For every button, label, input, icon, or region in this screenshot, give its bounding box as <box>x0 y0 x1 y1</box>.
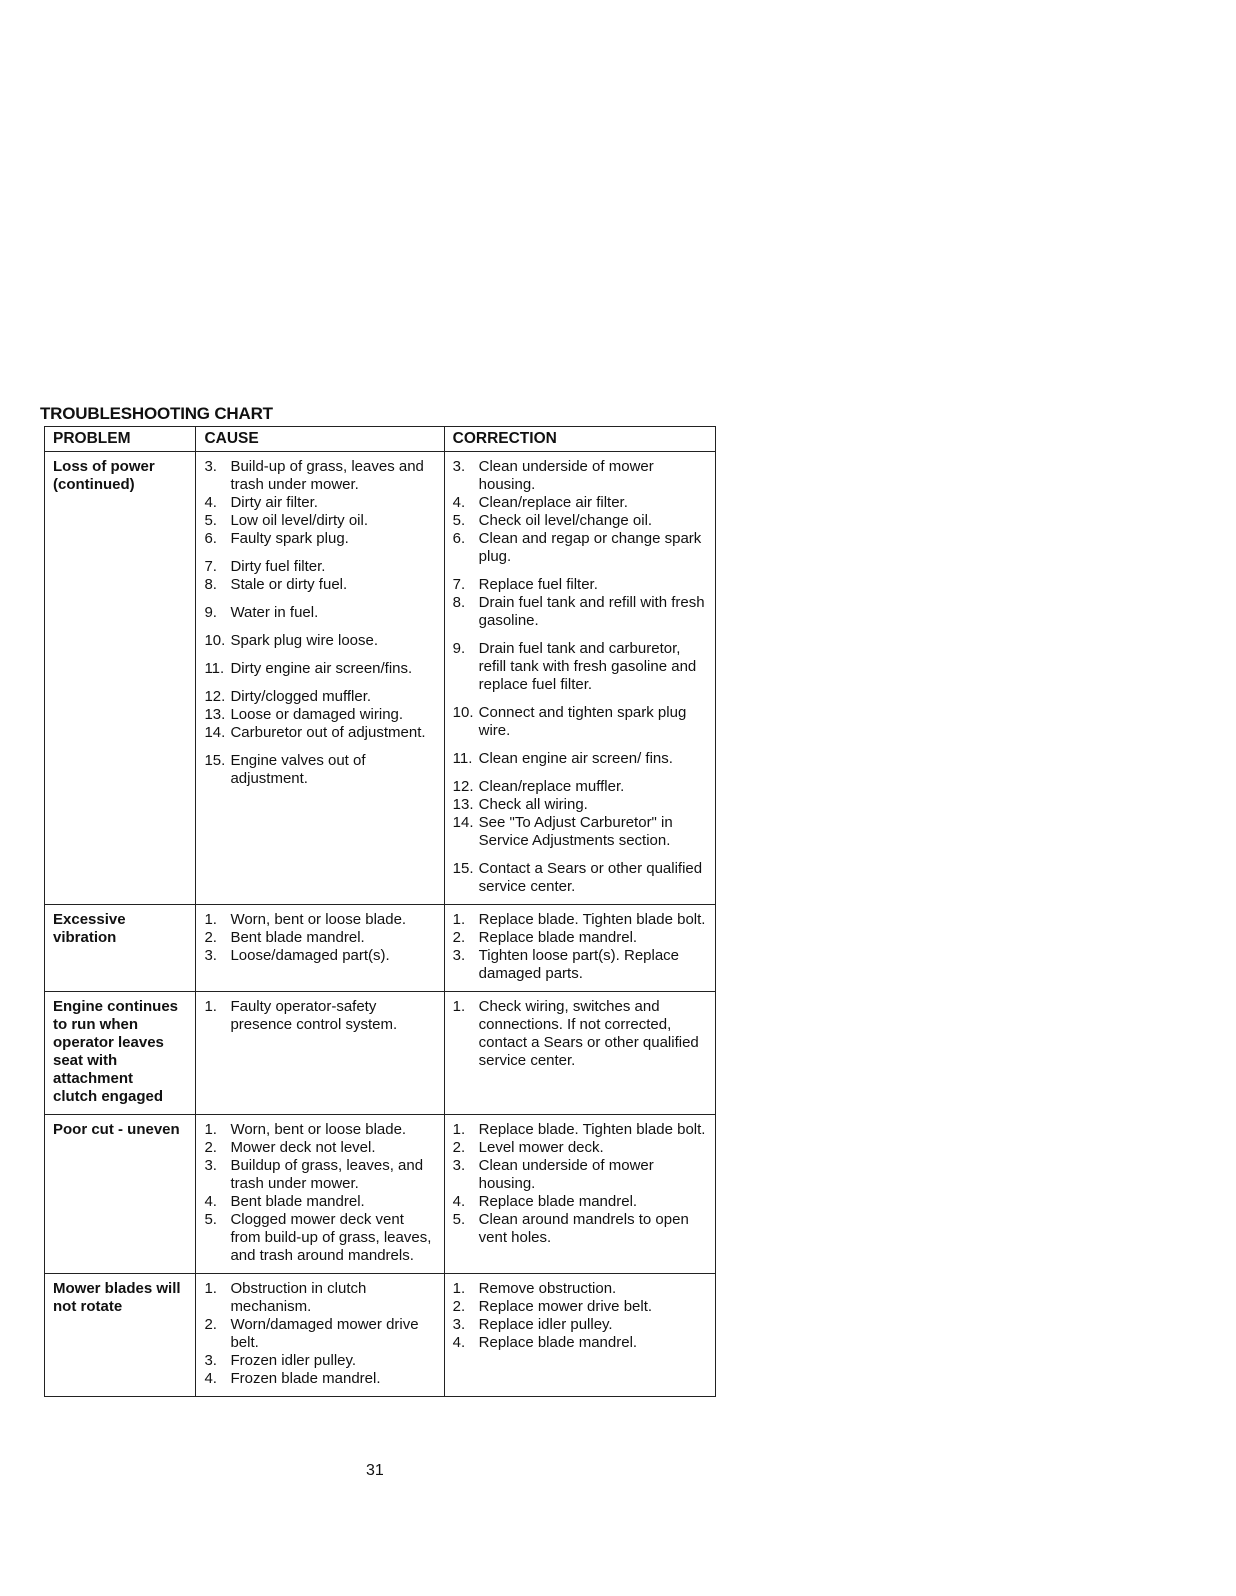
cause-item-number: 10. <box>204 632 226 649</box>
correction-item-text: Clean around mandrels to open vent holes. <box>478 1211 689 1246</box>
correction-item <box>453 1316 709 1334</box>
page-number: 31 <box>366 1462 384 1479</box>
cause-item <box>204 947 437 965</box>
problem-cell <box>45 1274 196 1397</box>
correction-item-number: 11. <box>452 750 473 767</box>
cause-item-text: Low oil level/dirty oil. <box>230 512 368 529</box>
problem-label: Loss of power (continued) <box>53 458 155 493</box>
correction-item-text: Check all wiring. <box>478 796 588 813</box>
cause-item-number: 5. <box>204 512 217 529</box>
correction-item-text: Replace blade mandrel. <box>478 929 638 946</box>
correction-item <box>453 998 709 1070</box>
header-cause: CAUSE <box>196 427 444 452</box>
correction-cell <box>444 1115 715 1274</box>
correction-item <box>453 911 709 929</box>
problem-cell <box>45 452 196 905</box>
table-row <box>45 452 716 905</box>
correction-item <box>453 576 709 594</box>
cause-item <box>204 1193 437 1211</box>
cause-item <box>204 632 437 650</box>
correction-item-text: Replace blade. Tighten blade bolt. <box>478 1121 706 1138</box>
correction-item <box>453 512 709 530</box>
correction-item <box>453 796 709 814</box>
table-row <box>45 1115 716 1274</box>
correction-item-text: Contact a Sears or other qualified service center. <box>478 860 703 895</box>
cause-item <box>204 1352 437 1370</box>
cause-item <box>204 494 437 512</box>
cause-item-text: Bent blade mandrel. <box>230 929 365 946</box>
cause-item-number: 3. <box>204 1352 217 1369</box>
cause-item <box>204 576 437 594</box>
cause-item-text: Loose/damaged part(s). <box>230 947 390 964</box>
correction-item <box>453 947 709 983</box>
cause-cell <box>196 905 444 992</box>
troubleshooting-table <box>44 426 716 1397</box>
cause-item-text: Water in fuel. <box>230 604 319 621</box>
cause-item-text: Dirty air filter. <box>230 494 318 511</box>
correction-item <box>453 814 709 850</box>
correction-item <box>453 1121 709 1139</box>
correction-item-number: 1. <box>452 1121 466 1138</box>
correction-item <box>453 1139 709 1157</box>
cause-item <box>204 752 437 788</box>
correction-item-text: Clean and regap or change spark plug. <box>478 530 702 565</box>
correction-item-text: Check wiring, switches and connections. If not corrected, contact a Sears or other qualified service center. <box>478 998 699 1069</box>
cause-item-number: 2. <box>204 1139 217 1156</box>
cause-item-text: Stale or dirty fuel. <box>230 576 348 593</box>
correction-item-text: Level mower deck. <box>478 1139 604 1156</box>
cause-item-number: 2. <box>204 929 217 946</box>
correction-item-number: 4. <box>452 1334 466 1351</box>
cause-item-number: 3. <box>204 947 217 964</box>
cause-item <box>204 1280 437 1316</box>
problem-label: Engine continues to run when operator leaves seat with attachment clutch engaged <box>53 998 179 1105</box>
cause-cell <box>196 1115 444 1274</box>
correction-item-number: 4. <box>452 494 466 511</box>
cause-item <box>204 1139 437 1157</box>
cause-item-number: 3. <box>204 458 217 475</box>
correction-item-number: 2. <box>452 1298 466 1315</box>
problem-label: Poor cut - uneven <box>53 1121 180 1138</box>
cause-item-number: 8. <box>204 576 217 593</box>
cause-item <box>204 1370 437 1388</box>
cause-cell <box>196 992 444 1115</box>
correction-item-number: 12. <box>452 778 474 795</box>
cause-item-text: Frozen blade mandrel. <box>230 1370 381 1387</box>
cause-item-number: 4. <box>204 1193 217 1210</box>
cause-item-number: 5. <box>204 1211 217 1228</box>
cause-item <box>204 688 437 706</box>
correction-item <box>453 750 709 768</box>
header-row <box>45 427 716 452</box>
cause-item-text: Spark plug wire loose. <box>230 632 379 649</box>
correction-item <box>453 1193 709 1211</box>
correction-item <box>453 704 709 740</box>
correction-item-number: 3. <box>452 947 466 964</box>
cause-item-number: 4. <box>204 1370 217 1387</box>
correction-cell <box>444 452 715 905</box>
cause-item-number: 1. <box>204 1121 217 1138</box>
cause-item-text: Worn, bent or loose blade. <box>230 1121 407 1138</box>
cause-item <box>204 1121 437 1139</box>
cause-item-text: Carburetor out of adjustment. <box>230 724 426 741</box>
correction-item <box>453 530 709 566</box>
cause-item-number: 14. <box>204 724 226 741</box>
correction-item-number: 5. <box>452 512 466 529</box>
correction-item <box>453 1298 709 1316</box>
correction-item-number: 2. <box>452 1139 466 1156</box>
cause-item <box>204 1157 437 1193</box>
header-correction: CORRECTION <box>444 427 715 452</box>
correction-item <box>453 1334 709 1352</box>
correction-item-text: Connect and tighten spark plug wire. <box>478 704 687 739</box>
problem-cell <box>45 905 196 992</box>
correction-item <box>453 640 709 694</box>
correction-item-text: See "To Adjust Carburetor" in Service Adjustments section. <box>478 814 673 849</box>
cause-item <box>204 929 437 947</box>
correction-item <box>453 1157 709 1193</box>
cause-item-text: Dirty/clogged muffler. <box>230 688 372 705</box>
cause-item-text: Frozen idler pulley. <box>230 1352 357 1369</box>
cause-item-number: 6. <box>204 530 217 547</box>
correction-item-text: Clean underside of mower housing. <box>478 1157 654 1192</box>
table-row <box>45 1274 716 1397</box>
correction-item-number: 7. <box>452 576 466 593</box>
correction-item-text: Replace blade. Tighten blade bolt. <box>478 911 706 928</box>
cause-item <box>204 911 437 929</box>
problem-cell <box>45 992 196 1115</box>
cause-item-number: 15. <box>204 752 226 769</box>
correction-item-text: Tighten loose part(s). Replace damaged parts. <box>478 947 680 982</box>
cause-item <box>204 558 437 576</box>
cause-item-text: Build-up of grass, leaves and trash under mower. <box>230 458 424 493</box>
cause-item-text: Worn, bent or loose blade. <box>230 911 407 928</box>
problem-label: Excessive vibration <box>53 911 126 946</box>
cause-item-text: Dirty engine air screen/fins. <box>230 660 413 677</box>
cause-item-number: 12. <box>204 688 226 705</box>
cause-item-text: Engine valves out of adjustment. <box>230 752 366 787</box>
correction-item-number: 6. <box>452 530 466 547</box>
correction-item-number: 5. <box>452 1211 466 1228</box>
correction-item-number: 4. <box>452 1193 466 1210</box>
problem-cell <box>45 1115 196 1274</box>
correction-item-number: 15. <box>452 860 474 877</box>
correction-item <box>453 1280 709 1298</box>
correction-cell <box>444 905 715 992</box>
cause-item-number: 3. <box>204 1157 217 1174</box>
correction-item <box>453 860 709 896</box>
cause-item-number: 9. <box>204 604 217 621</box>
table-body <box>45 452 716 1397</box>
problem-label: Mower blades will not rotate <box>53 1280 181 1315</box>
cause-item-text: Bent blade mandrel. <box>230 1193 365 1210</box>
cause-item-number: 4. <box>204 494 217 511</box>
cause-item-text: Loose or damaged wiring. <box>230 706 404 723</box>
cause-item <box>204 998 437 1034</box>
cause-item <box>204 724 437 742</box>
correction-item-text: Replace blade mandrel. <box>478 1334 638 1351</box>
correction-item-text: Replace fuel filter. <box>478 576 598 593</box>
cause-item-text: Obstruction in clutch mechanism. <box>230 1280 367 1315</box>
cause-item <box>204 458 437 494</box>
correction-item-text: Clean/replace air filter. <box>478 494 628 511</box>
correction-item-number: 8. <box>452 594 466 611</box>
correction-item-number: 3. <box>452 458 466 475</box>
cause-item <box>204 530 437 548</box>
cause-item-text: Faulty spark plug. <box>230 530 349 547</box>
cause-item <box>204 660 437 678</box>
correction-item-text: Clean underside of mower housing. <box>478 458 654 493</box>
correction-item <box>453 458 709 494</box>
cause-item-number: 1. <box>204 911 217 928</box>
cause-item-text: Dirty fuel filter. <box>230 558 326 575</box>
correction-item <box>453 929 709 947</box>
cause-item-text: Clogged mower deck vent from build-up of grass, leaves, and trash around mandrels. <box>230 1211 432 1264</box>
table-row <box>45 992 716 1115</box>
cause-item-number: 1. <box>204 1280 217 1297</box>
cause-item-number: 2. <box>204 1316 217 1333</box>
correction-item-number: 3. <box>452 1157 466 1174</box>
correction-item <box>453 1211 709 1247</box>
correction-item <box>453 594 709 630</box>
cause-cell <box>196 1274 444 1397</box>
cause-item-text: Worn/damaged mower drive belt. <box>230 1316 419 1351</box>
correction-item-number: 14. <box>452 814 474 831</box>
correction-item-number: 2. <box>452 929 466 946</box>
correction-item-text: Replace blade mandrel. <box>478 1193 638 1210</box>
correction-item-number: 3. <box>452 1316 466 1333</box>
cause-cell <box>196 452 444 905</box>
correction-item-number: 9. <box>452 640 466 657</box>
cause-item <box>204 512 437 530</box>
correction-cell <box>444 992 715 1115</box>
correction-item-text: Remove obstruction. <box>478 1280 617 1297</box>
correction-cell <box>444 1274 715 1397</box>
header-problem: PROBLEM <box>45 427 196 452</box>
chart-title: TROUBLESHOOTING CHART <box>40 404 273 423</box>
cause-item <box>204 604 437 622</box>
correction-item-text: Drain fuel tank and carburetor, refill tank with fresh gasoline and replace fuel filter. <box>478 640 697 693</box>
correction-item-number: 1. <box>452 911 466 928</box>
correction-item <box>453 778 709 796</box>
correction-item-text: Clean engine air screen/ fins. <box>478 750 673 767</box>
correction-item-text: Replace idler pulley. <box>478 1316 613 1333</box>
correction-item-number: 13. <box>452 796 474 813</box>
correction-item-number: 10. <box>452 704 474 721</box>
correction-item-text: Replace mower drive belt. <box>478 1298 653 1315</box>
correction-item-number: 1. <box>452 998 466 1015</box>
correction-item-text: Check oil level/change oil. <box>478 512 653 529</box>
cause-item-number: 1. <box>204 998 217 1015</box>
correction-item <box>453 494 709 512</box>
cause-item <box>204 1316 437 1352</box>
cause-item-number: 11. <box>204 660 225 677</box>
correction-item-text: Drain fuel tank and refill with fresh gasoline. <box>478 594 705 629</box>
cause-item-number: 13. <box>204 706 226 723</box>
table-row <box>45 905 716 992</box>
cause-item-number: 7. <box>204 558 217 575</box>
correction-item-number: 1. <box>452 1280 466 1297</box>
cause-item-text: Faulty operator-safety presence control system. <box>230 998 398 1033</box>
correction-item-text: Clean/replace muffler. <box>478 778 625 795</box>
cause-item-text: Buildup of grass, leaves, and trash under mower. <box>230 1157 424 1192</box>
cause-item <box>204 1211 437 1265</box>
cause-item-text: Mower deck not level. <box>230 1139 376 1156</box>
cause-item <box>204 706 437 724</box>
